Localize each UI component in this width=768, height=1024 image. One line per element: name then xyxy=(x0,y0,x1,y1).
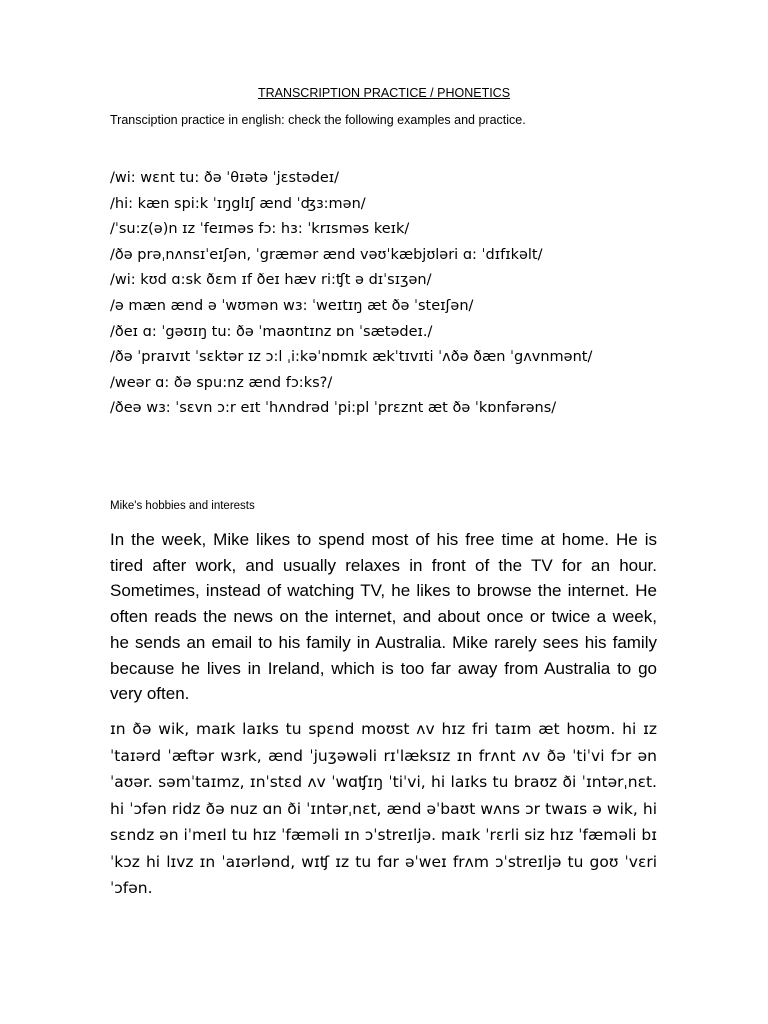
page-title: TRANSCRIPTION PRACTICE / PHONETICS xyxy=(257,86,511,100)
ipa-line: /hi: kæn spi:k ˈɪŋglɪʃ ænd ˈʤɜ:mən/ xyxy=(110,195,366,212)
ipa-line: /ə mæn ænd ə ˈwʊmən wɜ: ˈweɪtɪŋ æt ðə ˈsteɪʃən/ xyxy=(110,297,474,314)
ipa-transcription-list xyxy=(110,166,710,422)
ipa-line: /wi: kʊd ɑ:sk ðɛm ɪf ðeɪ hæv ri:ʧt ə dɪˈsɪʒən/ xyxy=(110,272,432,289)
ipa-line: /ðeɪ ɑ: ˈgəʊɪŋ tu: ðə ˈmaʊntɪnz ɒn ˈsætədeɪ./ xyxy=(110,323,433,340)
ipa-line: /ðeə wɜ: ˈsɛvn ɔ:r eɪt ˈhʌndrəd ˈpi:pl ˈprɛznt æt ðə ˈkɒnfərəns/ xyxy=(110,400,557,417)
ipa-paragraph: ɪn ðə wik, maɪk laɪks tu spɛnd moʊst ʌv hɪz fri taɪm æt hoʊm. hi ɪz ˈtaɪərd ˈæftər wɜrk, ænd ˈjuʒəwəli rɪˈlæksɪz ɪn frʌnt ʌv ðə ˈtiˈvi fɔr ən ˈaʊər. səmˈtaɪmz, ɪnˈstɛd ʌv ˈwɑʧɪŋ ˈtiˈvi, hi laɪks tu braʊz ði ˈɪntərˌnɛt. hi ˈɔfən ridz ðə nuz ɑn ði ˈɪntərˌnɛt, ænd əˈbaʊt wʌns ɔr twaɪs ə wik, hi sɛndz ən iˈmeɪl tu hɪz ˈfæməli ɪn ɔˈstreɪljə. maɪk ˈrɛrli siz hɪz ˈfæməli bɪˈkɔz hi lɪvz ɪn ˈaɪərlənd, wɪʧ ɪz tu fɑr əˈweɪ frʌm ɔˈstreɪljə tu goʊ ˈvɛri ˈɔfən. xyxy=(110,720,658,897)
ipa-line: /ˈsu:z(ə)n ɪz ˈfeɪməs fɔ: hɜ: ˈkrɪsməs keɪk/ xyxy=(110,221,410,238)
ipa-line: /weər ɑ: ðə spu:nz ænd fɔ:ks?/ xyxy=(110,374,333,391)
intro-text: Transciption practice in english: check the following examples and practice. xyxy=(110,113,526,127)
ipa-line: /ðə ˈpraɪvɪt ˈsɛktər ɪz ɔ:l ˌi:kəˈnɒmɪk ækˈtɪvɪti ˈʌðə ðæn ˈgʌvnmənt/ xyxy=(110,349,593,366)
section-heading: Mike's hobbies and interests xyxy=(110,500,255,512)
ipa-line: /wi: wɛnt tu: ðə ˈθɪətə ˈjɛstədeɪ/ xyxy=(110,170,340,186)
english-paragraph: In the week, Mike likes to spend most of his free time at home. He is tired after work, and usually relaxes in front of the TV for an hour. Sometimes, instead of watching TV, he likes to browse the internet. He often reads the news on the internet, and about once or twice a week, he sends an email to his family in Australia. Mike rarely sees his family because he lives in Ireland, which is too far away from Australia to go very often. xyxy=(110,530,657,704)
ipa-line: /ðə prəˌnʌnsɪˈeɪʃən, ˈgræmər ænd vəʊˈkæbjʊləri ɑ: ˈdɪfɪkəlt/ xyxy=(110,246,543,263)
